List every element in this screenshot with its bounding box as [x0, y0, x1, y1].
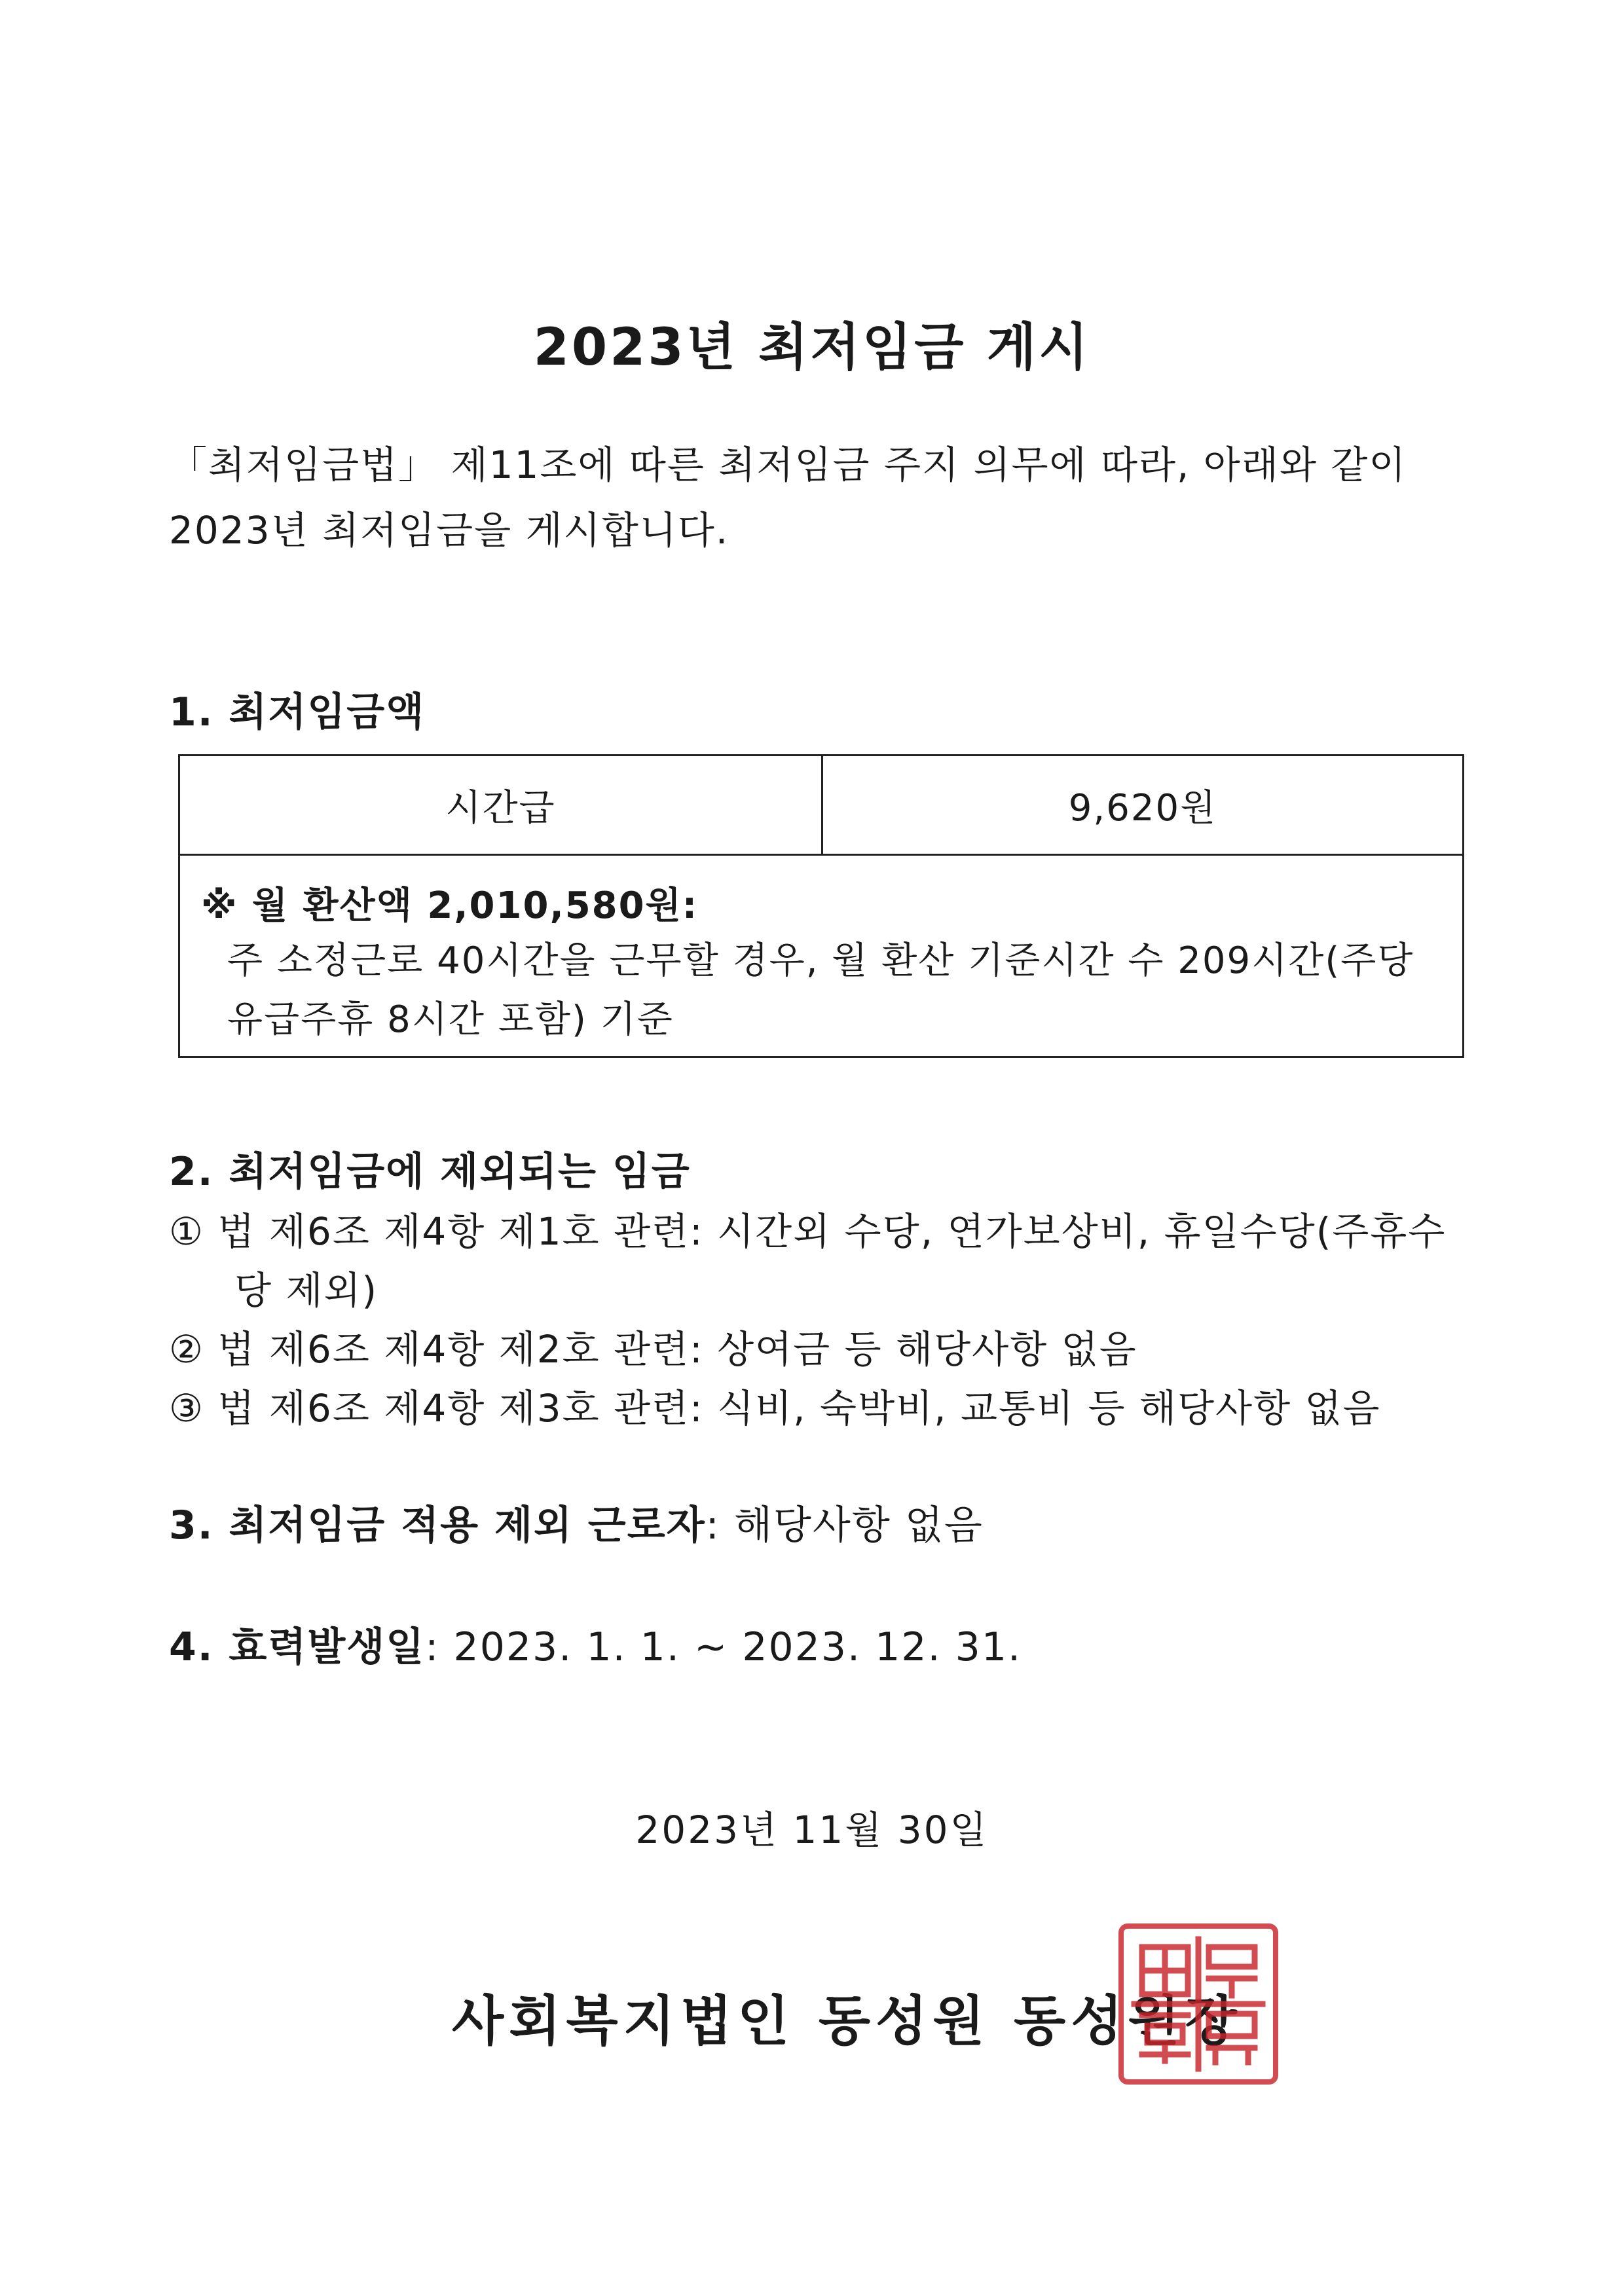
excluded-wage-list [169, 1202, 1479, 1438]
intro-line-2: 2023년 최저임금을 게시합니다. [169, 508, 729, 553]
minimum-wage-table [178, 754, 1464, 1058]
hourly-label-cell: 시간급 [180, 756, 823, 854]
list-item-continuation: 당 제외) [234, 1268, 378, 1313]
section1-heading: 1. 최저임금액 [169, 689, 426, 735]
list-item: ① 법 제6조 제4항 제1호 관련: 시간외 수당, 연가보상비, 휴일수당(주휴수 [169, 1209, 1447, 1254]
intro-line-1: 「최저임금법」 제11조에 따른 최저임금 주지 의무에 따라, 아래와 같이 [169, 443, 1407, 487]
section3 [169, 1494, 984, 1550]
intro-paragraph [169, 432, 1472, 563]
note-line-1: 주 소정근로 40시간을 근무할 경우, 월 환산 기준시간 수 209시간(주당 [227, 939, 1414, 982]
list-item: ② 법 제6조 제4항 제2호 관련: 상여금 등 해당사항 없음 [169, 1327, 1137, 1372]
effective-date-value: : 2023. 1. 1. ~ 2023. 12. 31. [425, 1624, 1022, 1670]
section2-heading: 2. 최저임금에 제외되는 임금 [169, 1149, 691, 1195]
section3-heading: 3. 최저임금 적용 제외 근로자 [169, 1503, 706, 1548]
section4 [169, 1616, 1022, 1672]
monthly-conversion-heading: ※ 월 환산액 2,010,580원: [201, 884, 699, 927]
table-row [180, 756, 1462, 856]
list-item: ③ 법 제6조 제4항 제3호 관련: 식비, 숙박비, 교통비 등 해당사항 없음 [169, 1386, 1381, 1430]
document-title: 2023년 최저임금 게시 [533, 318, 1091, 377]
issue-date: 2023년 11월 30일 [635, 1808, 989, 1852]
official-seal-stamp [1118, 1923, 1278, 2085]
hourly-value-cell: 9,620원 [1068, 786, 1217, 829]
section3-value: : 해당사항 없음 [705, 1503, 984, 1548]
section4-heading: 4. 효력발생일 [169, 1624, 426, 1670]
monthly-conversion-note [227, 932, 1445, 1049]
issuer-name: 사회복지법인 동성원 동성원장 [452, 1990, 1242, 2052]
note-line-2: 유급주휴 8시간 포함) 기준 [227, 998, 674, 1041]
